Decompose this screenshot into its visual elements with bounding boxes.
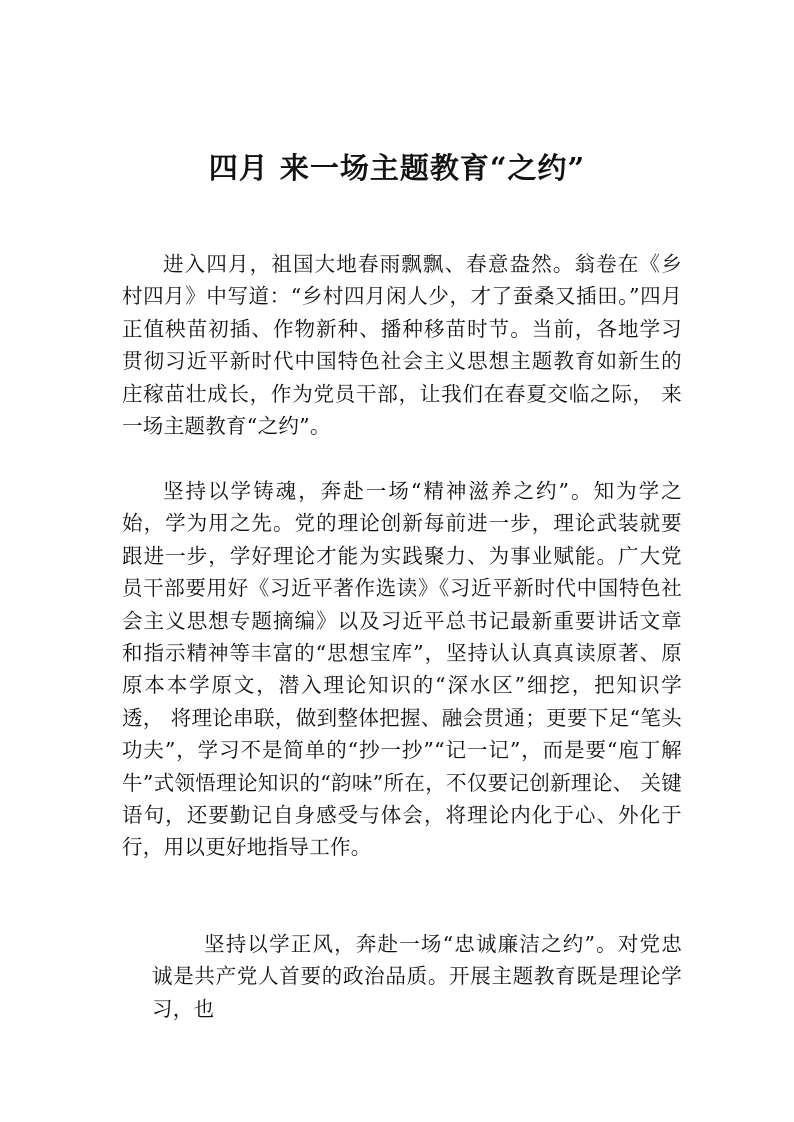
paragraph-spiritual-nourishment: 坚持以学铸魂，奔赴一场“精神滋养之约”。知为学之始，学为用之先。党的理论创新每前进一步，理论武装就要跟进一步，学好理论才能为实践聚力、为事业赋能。广大党员干部要用好《习近平著作选读》《习近平新时代中国特色社会主义思想专题摘编》以及习近平总书记最新重要讲话文章和指示精神等丰富的“思想宝库”，坚持认认真真读原著、原原本本学原文，潜入理论知识的“深水区”细挖，把知识学透， 将理论串联，做到整体把握、融会贯通；更要下足“笔头功夫”，学习不是简单的“抄一抄”“记一记”，而是要“庖丁解牛”式领悟理论知识的“韵味”所在，不仅要记创新理论、 关键语句，还要勤记自身感受与体会，将理论内化于心、外化于行，用以更好地指导工作。	[122, 479, 682, 860]
document-title: 四月 来一场主题教育“之约”	[208, 151, 586, 185]
paragraph-loyalty-integrity: 坚持以学正风，奔赴一场“忠诚廉洁之约”。对党忠诚是共产党人首要的政治品质。开展主题教育既是理论学习，也	[152, 932, 682, 1021]
paragraph-intro: 进入四月，祖国大地春雨飘飘、春意盎然。翁卷在《乡村四月》中写道：“乡村四月闲人少，才了蚕桑又插田。”四月正值秧苗初插、作物新种、播种移苗时节。当前，各地学习贯彻习近平新时代中国特色社会主义思想主题教育如新生的庄稼苗壮成长，作为党员干部，让我们在春夏交临之际， 来一场主题教育“之约”。	[122, 252, 682, 439]
